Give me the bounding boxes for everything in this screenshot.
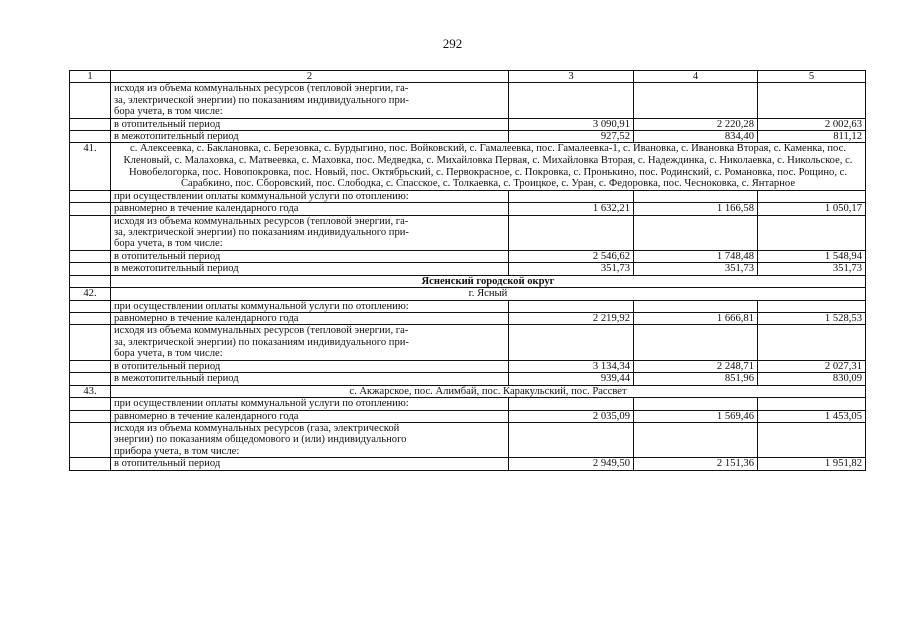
value-cell-col5: 1 528,53 [758,313,866,325]
row-index-cell [70,398,111,410]
header-col-1: 1 [70,71,111,83]
settlement-row [70,288,866,301]
value-row [70,118,866,130]
value-cell-col3: 2 219,92 [509,313,634,325]
value-row [70,131,866,143]
header-col-3: 3 [509,71,634,83]
row-label: в отопительный период [111,458,509,470]
row-index-cell [70,313,111,325]
value-cell-col5: 2 002,63 [758,118,866,130]
settlement-list: с. Алексеевка, с. Баклановка, с. Березовка, с. Бурдыгино, пос. Войковский, с. Гамалеевка, пос. Гамалеевка-1, с. Ивановка, с. Ивановка Вторая, с. Каменка, пос. Кленовый, с. Малаховка, с. Матвеевка, с. Маховка, пос. Медведка, с. Михайловка Первая, с. Михайловка Вторая, с. Надеждинка, с. Николаевка, с. Никольское, с. Новобелогорка, пос. Новопокровка, пос. Новый, пос. Октябрьский, с. Первокрасное, с. Покровка, с. Пронькино, пос. Родинский, с. Романовка, пос. Рощино, с. Сарабкино, пос. Сборовский, пос. Слободка, с. Спасское, с. Толкаевка, с. Троицкое, с. Уран, с. Федоровка, пос. Чесноковка, с. Янтарное [111,143,866,190]
row-description: исходя из объема коммунальных ресурсов (газа, электрической энергии) по показаниям общедомового и (или) индивидуального прибора учета, в том числе: [111,422,509,457]
row-index-cell [70,325,111,360]
value-cell-col3: 2 949,50 [509,458,634,470]
value-row [70,360,866,372]
row-description: при осуществлении оплаты коммунальной услуги по отоплению: [111,300,509,312]
row-label: в межотопительный период [111,263,509,275]
value-cell-col3 [509,83,634,118]
row-index-cell [70,215,111,250]
value-row [70,458,866,470]
value-cell-col4: 1 166,58 [634,203,758,215]
row-label: равномерно в течение календарного года [111,203,509,215]
value-cell-col4 [634,300,758,312]
row-index-cell [70,422,111,457]
value-cell-col3: 2 546,62 [509,250,634,262]
value-cell-col4: 2 248,71 [634,360,758,372]
value-cell-col3 [509,300,634,312]
value-row [70,313,866,325]
value-cell-col5: 1 951,82 [758,458,866,470]
value-row [70,373,866,385]
value-cell-col3 [509,215,634,250]
settlement-list: г. Ясный [111,288,866,301]
row-index: 43. [70,385,111,398]
value-cell-col5 [758,325,866,360]
row-description: исходя из объема коммунальных ресурсов (тепловой энергии, га- за, электрической энергии) по показаниям индивидуального при- бора учета, в том числе: [111,83,509,118]
value-cell-col4: 851,96 [634,373,758,385]
value-row [70,263,866,275]
description-row [70,190,866,202]
value-cell-col3: 939,44 [509,373,634,385]
value-cell-col4: 2 151,36 [634,458,758,470]
value-cell-col5: 830,09 [758,373,866,385]
value-cell-col3 [509,398,634,410]
value-cell-col3 [509,190,634,202]
value-row [70,410,866,422]
value-cell-col5 [758,422,866,457]
value-cell-col5 [758,190,866,202]
row-label: в отопительный период [111,360,509,372]
value-cell-col5: 811,12 [758,131,866,143]
value-cell-col4: 1 666,81 [634,313,758,325]
row-index-cell [70,373,111,385]
tariff-table-body [70,71,866,471]
description-row [70,422,866,457]
page-number: 292 [442,36,463,51]
value-row [70,203,866,215]
value-cell-col3: 3 090,91 [509,118,634,130]
value-cell-col3 [509,422,634,457]
value-cell-col3 [509,325,634,360]
row-label: в межотопительный период [111,373,509,385]
row-description: исходя из объема коммунальных ресурсов (тепловой энергии, га- за, электрической энергии) по показаниям индивидуального при- бора учета, в том числе: [111,325,509,360]
row-label: в межотопительный период [111,131,509,143]
header-col-5: 5 [758,71,866,83]
row-label: равномерно в течение календарного года [111,313,509,325]
value-cell-col4 [634,215,758,250]
description-row [70,300,866,312]
value-cell-col3: 3 134,34 [509,360,634,372]
row-label: в отопительный период [111,118,509,130]
value-cell-col5: 1 050,17 [758,203,866,215]
description-row [70,398,866,410]
value-cell-col3: 351,73 [509,263,634,275]
settlement-row [70,385,866,398]
value-cell-col4 [634,422,758,457]
value-cell-col3: 2 035,09 [509,410,634,422]
header-col-2: 2 [111,71,509,83]
row-index: 42. [70,288,111,301]
description-row [70,325,866,360]
value-cell-col4 [634,325,758,360]
row-index-cell [70,190,111,202]
value-cell-col4 [634,398,758,410]
row-label: в отопительный период [111,250,509,262]
row-index-cell [70,263,111,275]
row-description: исходя из объема коммунальных ресурсов (тепловой энергии, га- за, электрической энергии) по показаниям индивидуального при- бора учета, в том числе: [111,215,509,250]
header-row [70,71,866,83]
row-index-cell [70,250,111,262]
value-cell-col4: 2 220,28 [634,118,758,130]
row-label: равномерно в течение календарного года [111,410,509,422]
row-index-cell [70,300,111,312]
row-index-cell [70,275,111,287]
row-index-cell [70,203,111,215]
value-cell-col4 [634,190,758,202]
value-cell-col4: 834,40 [634,131,758,143]
value-cell-col5: 2 027,31 [758,360,866,372]
value-cell-col5 [758,300,866,312]
row-description: при осуществлении оплаты коммунальной услуги по отоплению: [111,190,509,202]
value-cell-col4: 1 569,46 [634,410,758,422]
settlement-row [70,143,866,190]
value-cell-col5 [758,398,866,410]
value-cell-col3: 1 632,21 [509,203,634,215]
district-row [70,275,866,287]
description-row [70,83,866,118]
header-col-4: 4 [634,71,758,83]
value-cell-col5 [758,215,866,250]
district-name: Ясненский городской округ [111,275,866,287]
row-index-cell [70,83,111,118]
value-cell-col4: 1 748,48 [634,250,758,262]
row-index-cell [70,118,111,130]
row-description: при осуществлении оплаты коммунальной услуги по отоплению: [111,398,509,410]
row-index-cell [70,458,111,470]
settlement-list: с. Акжарское, пос. Алимбай, пос. Каракульский, пос. Рассвет [111,385,866,398]
value-cell-col5: 1 548,94 [758,250,866,262]
value-cell-col4 [634,83,758,118]
row-index-cell [70,131,111,143]
tariff-table [69,70,866,471]
value-cell-col5: 1 453,05 [758,410,866,422]
value-cell-col5 [758,83,866,118]
value-cell-col5: 351,73 [758,263,866,275]
value-cell-col4: 351,73 [634,263,758,275]
value-cell-col3: 927,52 [509,131,634,143]
description-row [70,215,866,250]
value-row [70,250,866,262]
row-index-cell [70,360,111,372]
row-index-cell [70,410,111,422]
row-index: 41. [70,143,111,190]
